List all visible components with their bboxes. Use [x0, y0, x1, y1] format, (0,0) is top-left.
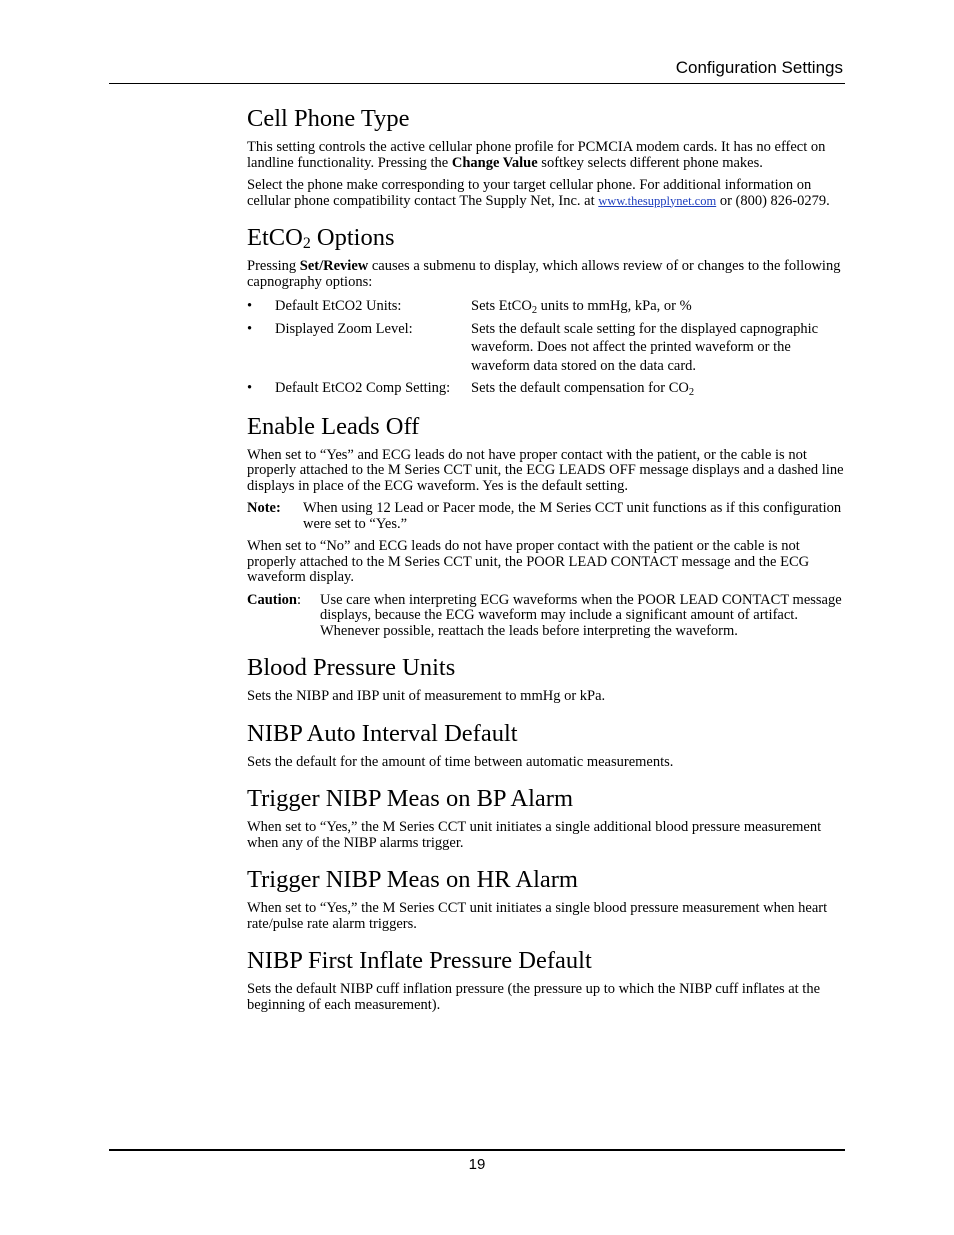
text: Sets the default compensation for CO	[471, 380, 689, 396]
bullet-icon: •	[247, 298, 253, 314]
text: softkey selects different phone makes.	[537, 154, 763, 171]
capnography-options-list	[247, 297, 845, 398]
section-heading: Trigger NIBP Meas on BP Alarm	[247, 785, 574, 812]
paragraph: When set to “Yes” and ECG leads do not have proper contact with the patient, or the cable is not properly attached to the M Series CCT unit, the ECG LEADS OFF message displays and a dashed line displays in place of the ECG waveform. Yes is the default setting.	[247, 446, 844, 494]
subscript: 2	[688, 387, 695, 398]
supplier-website-link[interactable]: www.thesupplynet.com	[598, 193, 717, 208]
section-enable-leads-off	[247, 412, 845, 640]
section-heading: NIBP Auto Interval Default	[247, 719, 518, 747]
text: :	[296, 591, 301, 608]
option-name: Default EtCO2 Comp Setting:	[275, 380, 451, 396]
section-nibp-first-inflate	[247, 946, 845, 1013]
section-etco2-options	[247, 223, 845, 398]
text: EtCO	[247, 224, 303, 251]
option-description	[471, 297, 845, 316]
section-heading: NIBP First Inflate Pressure Default	[247, 947, 592, 974]
softkey-label: Set/Review	[299, 258, 369, 274]
text: Select the phone make corresponding to your target cellular phone. For additional information on cellular phone compatibility contact The Supply Net, Inc. at	[247, 177, 812, 209]
paragraph	[247, 178, 845, 209]
subscript: 2	[531, 305, 538, 316]
section-blood-pressure-units	[247, 653, 845, 705]
text: or (800) 826-0279.	[716, 192, 830, 209]
text: units to mmHg, kPa, or %	[537, 298, 692, 314]
running-header: Configuration Settings	[675, 58, 843, 77]
page-number: 19	[468, 1156, 486, 1173]
section-heading: Blood Pressure Units	[247, 654, 456, 681]
text: Options	[310, 224, 395, 251]
paragraph: When set to “Yes,” the M Series CCT unit initiates a single additional blood pressure measurement when any of the NIBP alarms trigger.	[247, 819, 822, 851]
list-item	[247, 379, 845, 398]
option-name: Displayed Zoom Level:	[275, 320, 413, 337]
text: Sets the default scale setting for the displayed capnographic waveform. Does not affect the printed waveform or the waveform data stored on the data card.	[471, 320, 819, 374]
caution-text: Use care when interpreting ECG waveforms when the POOR LEAD CONTACT message displays, because the ECG waveform may include a significant amount of artifact. Whenever possible, reattach the leads before interpreting the waveform.	[320, 591, 842, 639]
option-description	[471, 379, 845, 398]
bullet-icon: •	[247, 320, 253, 337]
paragraph: When set to “Yes,” the M Series CCT unit initiates a single blood pressure measurement when heart rate/pulse rate alarm triggers.	[247, 900, 828, 932]
paragraph	[247, 259, 845, 290]
section-heading: Cell Phone Type	[247, 105, 410, 132]
option-description	[471, 320, 845, 376]
text: causes a submenu to display, which allows review of or changes to the following capnography options:	[247, 258, 841, 290]
page-content	[247, 104, 845, 1020]
footer-rule	[109, 1149, 845, 1151]
caution-block	[247, 593, 845, 640]
section-nibp-auto-interval	[247, 719, 845, 771]
caution-label	[247, 593, 320, 640]
note-block	[247, 501, 845, 532]
section-heading	[247, 223, 845, 253]
list-item	[247, 320, 845, 376]
section-heading: Trigger NIBP Meas on HR Alarm	[247, 866, 578, 893]
section-cell-phone-type	[247, 104, 845, 209]
header-rule	[109, 83, 845, 84]
list-item	[247, 297, 845, 316]
softkey-label: Change Value	[451, 154, 538, 171]
paragraph: Sets the default NIBP cuff inflation pressure (the pressure up to which the NIBP cuff inflates at the beginning of each measurement).	[247, 981, 821, 1013]
option-name: Default EtCO2 Units:	[275, 298, 402, 314]
paragraph	[247, 140, 845, 171]
paragraph: When set to “No” and ECG leads do not have proper contact with the patient or the cable is not properly attached to the M Series CCT unit, the POOR LEAD CONTACT message and the ECG waveform display.	[247, 538, 810, 585]
subscript: 2	[302, 235, 311, 252]
text: Pressing	[247, 258, 300, 274]
section-trigger-nibp-hr-alarm	[247, 865, 845, 932]
text: Caution	[247, 591, 297, 608]
bullet-icon: •	[247, 380, 253, 396]
text: Sets EtCO	[471, 298, 532, 314]
note-text: When using 12 Lead or Pacer mode, the M Series CCT unit functions as if this configuration were set to “Yes.”	[303, 500, 842, 532]
section-heading: Enable Leads Off	[247, 412, 420, 440]
paragraph: Sets the NIBP and IBP unit of measurement to mmHg or kPa.	[247, 688, 606, 704]
note-label: Note:	[247, 500, 281, 516]
paragraph: Sets the default for the amount of time between automatic measurements.	[247, 753, 674, 770]
text: This setting controls the active cellular phone profile for PCMCIA modem cards. It has no effect on landline functionality. Pressing the	[247, 139, 826, 171]
section-trigger-nibp-bp-alarm	[247, 784, 845, 851]
